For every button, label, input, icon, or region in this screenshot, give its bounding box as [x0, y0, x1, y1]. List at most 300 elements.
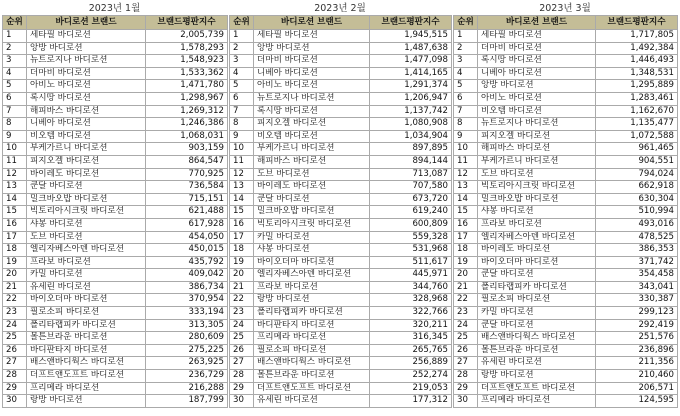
table-row: [3, 395, 228, 408]
brand-cell: 부케가르니 바디로션: [27, 143, 146, 156]
table-row: [454, 193, 678, 206]
table-row: [454, 118, 678, 131]
table-row: [230, 281, 452, 294]
table-row: [454, 244, 678, 257]
rank-cell: 28: [230, 370, 254, 383]
rank-cell: 15: [454, 206, 478, 219]
rank-cell: 25: [3, 332, 27, 345]
brand-cell: 빅토리아시크릿 바디로션: [254, 218, 370, 231]
index-cell: 1,298,967: [146, 92, 228, 105]
rank-cell: 17: [454, 231, 478, 244]
rank-cell: 3: [230, 55, 254, 68]
index-cell: 715,151: [146, 193, 228, 206]
brand-cell: 폴리타랩피카 바디로션: [254, 307, 370, 320]
table-row: [230, 357, 452, 370]
index-cell: 1,578,293: [146, 42, 228, 55]
brand-cell: 니베아 바디로션: [478, 67, 596, 80]
index-cell: 252,274: [370, 370, 452, 383]
rank-cell: 24: [454, 319, 478, 332]
table-row: [454, 370, 678, 383]
index-cell: 299,123: [596, 307, 678, 320]
table-row: [454, 105, 678, 118]
rank-cell: 22: [230, 294, 254, 307]
table-row: [454, 55, 678, 68]
table-row: [454, 307, 678, 320]
table-row: [454, 155, 678, 168]
table-row: [3, 42, 228, 55]
table-row: [230, 92, 452, 105]
table-row: [454, 256, 678, 269]
brand-cell: 랑방 바디로션: [27, 395, 146, 408]
index-cell: 1,414,165: [370, 67, 452, 80]
index-cell: 1,348,531: [596, 67, 678, 80]
brand-cell: 엘리자베스아덴 바디로션: [478, 231, 596, 244]
brand-cell: 샤봉 바디로션: [478, 206, 596, 219]
index-cell: 454,050: [146, 231, 228, 244]
brand-cell: 앙방 바디로션: [478, 80, 596, 93]
brand-cell: 앙방 바디로션: [27, 42, 146, 55]
index-cell: 531,968: [370, 244, 452, 257]
rank-cell: 7: [454, 105, 478, 118]
index-cell: 316,345: [370, 332, 452, 345]
index-cell: 219,053: [370, 382, 452, 395]
table-row: [230, 332, 452, 345]
brand-cell: 샤봉 바디로션: [254, 244, 370, 257]
rank-cell: 7: [3, 105, 27, 118]
brand-cell: 빅토리아시크릿 바디로션: [27, 206, 146, 219]
brand-cell: 바이레도 바디로션: [27, 168, 146, 181]
table-row: [230, 42, 452, 55]
index-cell: 1,291,374: [370, 80, 452, 93]
table-row: [3, 55, 228, 68]
brand-cell: 비오템 바디로션: [254, 130, 370, 143]
brand-cell: 카밀 바디로션: [254, 231, 370, 244]
table-row: [3, 244, 228, 257]
index-cell: 211,356: [596, 357, 678, 370]
rank-cell: 15: [230, 206, 254, 219]
table-row: [3, 218, 228, 231]
table-row: [454, 344, 678, 357]
rank-cell: 13: [230, 181, 254, 194]
brand-cell: 니베아 바디로션: [254, 67, 370, 80]
table-row: [454, 80, 678, 93]
rank-cell: 10: [3, 143, 27, 156]
index-cell: 320,211: [370, 319, 452, 332]
table-row: [3, 231, 228, 244]
table-row: [3, 80, 228, 93]
brand-cell: 뉴트로지나 바디로션: [254, 92, 370, 105]
brand-cell: 비오템 바디로션: [27, 130, 146, 143]
index-cell: 1,717,805: [596, 30, 678, 43]
index-cell: 1,548,923: [146, 55, 228, 68]
index-cell: 493,016: [596, 218, 678, 231]
rank-cell: 11: [3, 155, 27, 168]
brand-cell: 도브 바디로션: [27, 231, 146, 244]
rank-cell: 19: [3, 256, 27, 269]
brand-cell: 록시땅 바디로션: [27, 92, 146, 105]
rank-cell: 25: [230, 332, 254, 345]
brand-cell: 해피바스 바디로션: [254, 155, 370, 168]
rank-cell: 20: [3, 269, 27, 282]
table-row: [230, 344, 452, 357]
rank-cell: 1: [3, 30, 27, 43]
brand-cell: 프리메라 바디로션: [27, 382, 146, 395]
rank-cell: 8: [230, 118, 254, 131]
rank-cell: 13: [3, 181, 27, 194]
table-row: [454, 382, 678, 395]
rank-cell: 17: [230, 231, 254, 244]
panel-title: 2023년 3월: [539, 3, 591, 14]
brand-cell: 몰튼브라운 바디로션: [27, 332, 146, 345]
table-row: [230, 155, 452, 168]
table-row: [230, 244, 452, 257]
table-row: [454, 92, 678, 105]
index-cell: 328,968: [370, 294, 452, 307]
index-cell: 292,419: [596, 319, 678, 332]
rank-cell: 11: [230, 155, 254, 168]
index-cell: 707,580: [370, 181, 452, 194]
index-cell: 216,288: [146, 382, 228, 395]
index-cell: 1,034,904: [370, 130, 452, 143]
index-cell: 736,584: [146, 181, 228, 194]
panel-title: 2023년 2월: [314, 3, 366, 14]
index-cell: 1,080,908: [370, 118, 452, 131]
index-cell: 280,609: [146, 332, 228, 345]
index-cell: 673,720: [370, 193, 452, 206]
table-row: [454, 42, 678, 55]
brand-cell: 쿤달 바디로션: [254, 193, 370, 206]
brand-cell: 카밀 바디로션: [27, 269, 146, 282]
brand-cell: 밀크바오밥 바디로션: [478, 193, 596, 206]
brand-cell: 필로소피 바디로션: [254, 344, 370, 357]
rank-cell: 27: [230, 357, 254, 370]
index-cell: 1,471,780: [146, 80, 228, 93]
rank-cell: 2: [454, 42, 478, 55]
rank-cell: 29: [3, 382, 27, 395]
brand-cell: 바이레도 바디로션: [254, 181, 370, 194]
rank-cell: 16: [3, 218, 27, 231]
index-cell: 1,135,477: [596, 118, 678, 131]
rank-cell: 17: [3, 231, 27, 244]
rank-cell: 19: [454, 256, 478, 269]
table-row: [3, 193, 228, 206]
brand-cell: 엘리자베스아덴 바디로션: [254, 269, 370, 282]
brand-cell: 아비노 바디로션: [478, 92, 596, 105]
brand-cell: 랑방 바디로션: [478, 370, 596, 383]
index-cell: 1,246,386: [146, 118, 228, 131]
table-row: [3, 168, 228, 181]
index-cell: 177,312: [370, 395, 452, 408]
brand-cell: 빅토리아시크릿 바디로션: [478, 181, 596, 194]
rank-cell: 22: [454, 294, 478, 307]
index-cell: 903,159: [146, 143, 228, 156]
index-cell: 1,533,362: [146, 67, 228, 80]
rank-cell: 4: [230, 67, 254, 80]
table-row: [3, 357, 228, 370]
brand-cell: 더프트앤도프트 바디로션: [478, 382, 596, 395]
table-row: [3, 105, 228, 118]
table-row: [230, 218, 452, 231]
table-row: [454, 357, 678, 370]
brand-cell: 해피바스 바디로션: [27, 105, 146, 118]
rank-cell: 18: [230, 244, 254, 257]
brand-cell: 프라보 바디로션: [478, 218, 596, 231]
brand-cell: 바이레도 바디로션: [478, 244, 596, 257]
brand-cell: 더마비 바디로션: [478, 42, 596, 55]
table-row: [3, 332, 228, 345]
rank-cell: 26: [3, 344, 27, 357]
brand-cell: 도브 바디로션: [254, 168, 370, 181]
index-cell: 265,765: [370, 344, 452, 357]
brand-cell: 피지오겔 바디로션: [27, 155, 146, 168]
table-row: [230, 294, 452, 307]
brand-cell: 밀크바오밥 바디로션: [27, 193, 146, 206]
index-cell: 864,547: [146, 155, 228, 168]
table-row: [230, 105, 452, 118]
index-cell: 904,551: [596, 155, 678, 168]
index-cell: 263,925: [146, 357, 228, 370]
brand-cell: 부케가르니 바디로션: [478, 155, 596, 168]
rank-cell: 3: [3, 55, 27, 68]
rank-cell: 11: [454, 155, 478, 168]
brand-cell: 배스앤바디웍스 바디로션: [27, 357, 146, 370]
rank-cell: 21: [454, 281, 478, 294]
index-cell: 794,024: [596, 168, 678, 181]
table-row: [230, 168, 452, 181]
index-cell: 510,994: [596, 206, 678, 219]
index-cell: 600,809: [370, 218, 452, 231]
header-brand: 바디로션 브랜드: [27, 16, 146, 30]
table-row: [230, 319, 452, 332]
rank-cell: 5: [230, 80, 254, 93]
table-row: [230, 206, 452, 219]
brand-cell: 엘리자베스아덴 바디로션: [27, 244, 146, 257]
rank-cell: 9: [454, 130, 478, 143]
table-row: [3, 319, 228, 332]
table-row: [454, 281, 678, 294]
table-row: [3, 92, 228, 105]
index-cell: 662,918: [596, 181, 678, 194]
rank-cell: 20: [454, 269, 478, 282]
table-row: [3, 118, 228, 131]
header-row: [454, 16, 678, 30]
index-cell: 1,068,031: [146, 130, 228, 143]
index-cell: 386,353: [596, 244, 678, 257]
brand-cell: 아비노 바디로션: [254, 80, 370, 93]
brand-cell: 쿤달 바디로션: [27, 181, 146, 194]
index-cell: 435,792: [146, 256, 228, 269]
index-cell: 961,465: [596, 143, 678, 156]
index-cell: 1,295,889: [596, 80, 678, 93]
table-row: [230, 80, 452, 93]
rank-cell: 25: [454, 332, 478, 345]
table-row: [230, 143, 452, 156]
brand-cell: 니베아 바디로션: [27, 118, 146, 131]
brand-cell: 유세린 바디로션: [254, 395, 370, 408]
index-cell: 343,041: [596, 281, 678, 294]
rank-cell: 23: [230, 307, 254, 320]
index-cell: 617,928: [146, 218, 228, 231]
table-row: [454, 332, 678, 345]
table-row: [3, 344, 228, 357]
brand-cell: 프리메라 바디로션: [254, 332, 370, 345]
brand-cell: 세타필 바디로션: [27, 30, 146, 43]
table-row: [454, 181, 678, 194]
table-row: [230, 181, 452, 194]
table-row: [230, 130, 452, 143]
brand-cell: 프라보 바디로션: [254, 281, 370, 294]
brand-cell: 몰튼브라운 바디로션: [254, 370, 370, 383]
rank-cell: 23: [454, 307, 478, 320]
brand-cell: 바디판타지 바디로션: [27, 344, 146, 357]
rank-cell: 8: [454, 118, 478, 131]
brand-cell: 프라보 바디로션: [27, 256, 146, 269]
header-row: [230, 16, 452, 30]
index-cell: 1,487,638: [370, 42, 452, 55]
index-cell: 1,477,098: [370, 55, 452, 68]
header-rank: 순위: [230, 16, 254, 30]
index-cell: 559,328: [370, 231, 452, 244]
header-brand: 바디로션 브랜드: [478, 16, 596, 30]
brand-cell: 뉴트로지나 바디로션: [27, 55, 146, 68]
rank-cell: 6: [454, 92, 478, 105]
table-row: [230, 30, 452, 43]
brand-cell: 록시땅 바디로션: [254, 105, 370, 118]
rank-cell: 20: [230, 269, 254, 282]
table-row: [230, 307, 452, 320]
rank-cell: 12: [454, 168, 478, 181]
index-cell: 236,896: [596, 344, 678, 357]
table-row: [3, 307, 228, 320]
table-row: [3, 256, 228, 269]
table-row: [230, 193, 452, 206]
brand-cell: 배스앤바디웍스 바디로션: [478, 332, 596, 345]
table-row: [454, 395, 678, 408]
brand-cell: 쿤달 바디로션: [478, 319, 596, 332]
brand-cell: 카밀 바디로션: [478, 307, 596, 320]
index-cell: 124,595: [596, 395, 678, 408]
rank-cell: 28: [3, 370, 27, 383]
rank-cell: 18: [454, 244, 478, 257]
rank-cell: 9: [230, 130, 254, 143]
index-cell: 619,240: [370, 206, 452, 219]
brand-cell: 랑방 바디로션: [254, 294, 370, 307]
table-row: [230, 256, 452, 269]
ranking-table: [2, 15, 228, 408]
brand-cell: 샤봉 바디로션: [27, 218, 146, 231]
header-brand: 바디로션 브랜드: [254, 16, 370, 30]
table-row: [230, 370, 452, 383]
rank-cell: 21: [3, 281, 27, 294]
table-row: [3, 294, 228, 307]
brand-cell: 더프트앤도프트 바디로션: [254, 382, 370, 395]
table-row: [3, 206, 228, 219]
brand-cell: 피지오겔 바디로션: [478, 130, 596, 143]
rank-cell: 12: [3, 168, 27, 181]
rank-cell: 10: [230, 143, 254, 156]
index-cell: 354,458: [596, 269, 678, 282]
brand-cell: 배스앤바디웍스 바디로션: [254, 357, 370, 370]
rank-cell: 13: [454, 181, 478, 194]
index-cell: 713,087: [370, 168, 452, 181]
header-rank: 순위: [3, 16, 27, 30]
table-row: [454, 319, 678, 332]
table-row: [230, 269, 452, 282]
table-row: [454, 218, 678, 231]
brand-cell: 몰튼브라운 바디로션: [478, 344, 596, 357]
index-cell: 251,576: [596, 332, 678, 345]
header-rank: 순위: [454, 16, 478, 30]
rank-cell: 7: [230, 105, 254, 118]
index-cell: 511,617: [370, 256, 452, 269]
rank-cell: 28: [454, 370, 478, 383]
index-cell: 210,460: [596, 370, 678, 383]
rank-cell: 5: [3, 80, 27, 93]
index-cell: 630,304: [596, 193, 678, 206]
table-row: [454, 143, 678, 156]
brand-cell: 프리메라 바디로션: [478, 395, 596, 408]
index-cell: 478,525: [596, 231, 678, 244]
rank-cell: 14: [230, 193, 254, 206]
rank-cell: 29: [230, 382, 254, 395]
rank-cell: 23: [3, 307, 27, 320]
header-index: 브랜드평판지수: [370, 16, 452, 30]
ranking-panel-feb: [229, 3, 451, 408]
index-cell: 1,162,670: [596, 105, 678, 118]
rank-cell: 26: [230, 344, 254, 357]
brand-cell: 유세린 바디로션: [27, 281, 146, 294]
ranking-panel-mar: [453, 3, 677, 408]
rank-cell: 21: [230, 281, 254, 294]
index-cell: 206,571: [596, 382, 678, 395]
index-cell: 897,895: [370, 143, 452, 156]
index-cell: 371,742: [596, 256, 678, 269]
brand-cell: 더마비 바디로션: [254, 55, 370, 68]
panel-title: 2023년 1월: [88, 3, 141, 14]
rank-cell: 14: [3, 193, 27, 206]
brand-cell: 유세린 바디로션: [478, 357, 596, 370]
brand-cell: 바이오더마 바디로션: [27, 294, 146, 307]
table-row: [3, 181, 228, 194]
rank-cell: 2: [230, 42, 254, 55]
rank-cell: 3: [454, 55, 478, 68]
rank-cell: 9: [3, 130, 27, 143]
rank-cell: 6: [230, 92, 254, 105]
rank-cell: 30: [454, 395, 478, 408]
table-row: [230, 67, 452, 80]
rank-cell: 15: [3, 206, 27, 219]
brand-cell: 해피바스 바디로션: [478, 143, 596, 156]
table-row: [454, 269, 678, 282]
index-cell: 344,760: [370, 281, 452, 294]
table-row: [3, 155, 228, 168]
brand-cell: 더마비 바디로션: [27, 67, 146, 80]
rank-cell: 27: [454, 357, 478, 370]
rank-cell: 6: [3, 92, 27, 105]
brand-cell: 필로소피 바디로션: [478, 294, 596, 307]
rank-cell: 5: [454, 80, 478, 93]
brand-cell: 폴리타랩피카 바디로션: [27, 319, 146, 332]
index-cell: 256,889: [370, 357, 452, 370]
index-cell: 770,925: [146, 168, 228, 181]
table-row: [3, 269, 228, 282]
table-row: [454, 231, 678, 244]
index-cell: 894,144: [370, 155, 452, 168]
rank-cell: 4: [454, 67, 478, 80]
table-row: [3, 67, 228, 80]
index-cell: 1,206,947: [370, 92, 452, 105]
brand-cell: 더프트앤도프트 바디로션: [27, 370, 146, 383]
